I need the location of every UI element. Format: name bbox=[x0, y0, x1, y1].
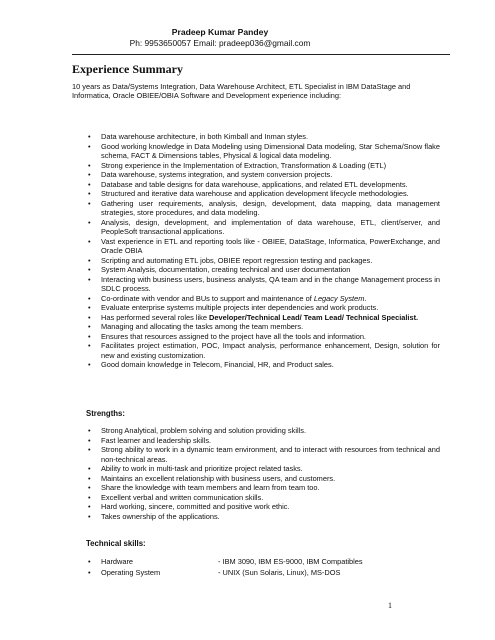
strengths-heading: Strengths: bbox=[86, 409, 125, 418]
bullet-icon: • bbox=[88, 141, 91, 151]
bullet-icon: • bbox=[88, 483, 91, 492]
list-item: • Evaluate enterprise systems multiple projects inter dependencies and work products. bbox=[88, 303, 379, 312]
bullet-icon: • bbox=[88, 179, 91, 189]
experience-summary-title: Experience Summary bbox=[72, 62, 183, 76]
list-item: • Co-ordinate with vendor and BUs to support and maintenance of Legacy System. bbox=[88, 293, 367, 303]
list-item: • Gathering user requirements, analysis, design, development, data mapping, data management strategies, store procedures, and data modeling. bbox=[88, 198, 440, 217]
list-item: • Excellent verbal and written communication skills. bbox=[88, 492, 264, 502]
bullet-icon: • bbox=[88, 170, 91, 179]
skill-value: - UNIX (Sun Solaris, Linux), MS-DOS bbox=[218, 567, 341, 577]
bullet-icon: • bbox=[88, 426, 91, 435]
header-divider bbox=[72, 54, 450, 55]
list-item: • Has performed several roles like Developer/Technical Lead/ Team Lead/ Technical Specialist. bbox=[88, 312, 419, 322]
bullet-icon: • bbox=[88, 557, 91, 566]
list-item: • Ability to work in multi-task and prioritize project related tasks. bbox=[88, 464, 303, 473]
bullet-icon: • bbox=[88, 236, 91, 246]
bullet-icon: • bbox=[88, 217, 91, 227]
bullet-icon: • bbox=[88, 189, 91, 198]
technical-skills-heading: Technical skills: bbox=[86, 539, 146, 548]
skill-label: Operating System bbox=[101, 567, 161, 577]
roles-text: Developer/Technical Lead/ Team Lead/ Technical Specialist. bbox=[209, 312, 419, 322]
technical-skills-table bbox=[86, 557, 446, 578]
contact-line: Ph: 9953650057 Email: pradeep036@gmail.com bbox=[129, 38, 311, 48]
candidate-name: Pradeep Kumar Pandey bbox=[171, 27, 269, 37]
list-item: • Data warehouse architecture, in both Kimball and Inman styles. bbox=[88, 132, 309, 141]
table-row bbox=[86, 568, 446, 579]
list-item: • Managing and allocating the tasks among the team members. bbox=[88, 322, 304, 331]
list-item: • Interacting with business users, business analysts, QA team and in the change Management process in SDLC process. bbox=[88, 274, 440, 293]
bullet-icon: • bbox=[88, 341, 91, 350]
bullet-icon: • bbox=[88, 293, 91, 303]
list-item: • Ensures that resources assigned to the project have all the tools and information. bbox=[88, 331, 366, 341]
list-item: • Strong ability to work in a dynamic team environment, and to interact with resources from technical and non-technical areas. bbox=[88, 445, 440, 464]
list-item: • Analysis, design, development, and implementation of data warehouse, ETL, client/server, and PeopleSoft transactional applications. bbox=[88, 217, 440, 236]
list-item: • Share the knowledge with team members and learn from team too. bbox=[88, 483, 320, 492]
bullet-icon: • bbox=[88, 511, 91, 521]
bullet-icon: • bbox=[88, 322, 91, 331]
bullet-icon: • bbox=[88, 265, 91, 274]
bullet-icon: • bbox=[88, 303, 91, 312]
bullet-icon: • bbox=[88, 445, 91, 454]
bullet-icon: • bbox=[88, 255, 91, 265]
list-item: • Takes ownership of the applications. bbox=[88, 511, 220, 521]
list-item: • Scripting and automating ETL jobs, OBIEE report regression testing and packages. bbox=[88, 255, 373, 265]
bullet-icon: • bbox=[88, 502, 91, 511]
bullet-icon: • bbox=[88, 473, 91, 483]
legacy-system-text: Legacy System bbox=[313, 293, 365, 303]
list-item: • Maintains an excellent relationship with business users, and customers. bbox=[88, 473, 336, 483]
bullet-icon: • bbox=[88, 492, 91, 502]
bullet-icon: • bbox=[88, 274, 91, 284]
list-item: • System Analysis, documentation, creating technical and user documentation bbox=[88, 265, 351, 274]
bullet-icon: • bbox=[88, 435, 91, 445]
bullet-icon: • bbox=[88, 331, 91, 341]
table-row bbox=[86, 557, 446, 568]
page-number: 1 bbox=[388, 601, 392, 610]
list-item: • Fast learner and leadership skills. bbox=[88, 435, 212, 445]
list-item: • Hard working, sincere, committed and positive work ethic. bbox=[88, 502, 290, 511]
experience-list bbox=[86, 132, 440, 370]
bullet-icon: • bbox=[88, 160, 91, 170]
list-item: • Structured and iterative data warehouse and application development lifecycle methodologies. bbox=[88, 189, 409, 198]
list-item: • Strong Analytical, problem solving and solution providing skills. bbox=[88, 426, 306, 435]
list-item: • Facilitates project estimation, POC, Impact analysis, performance enhancement, Design, solution for new and existing customization. bbox=[88, 341, 440, 360]
bullet-icon: • bbox=[88, 198, 91, 208]
list-item: • Vast experience in ETL and reporting tools like - OBIEE, DataStage, Informatica, PowerExchange, and Oracle OBIA bbox=[88, 236, 440, 255]
bullet-icon: • bbox=[88, 312, 91, 322]
bullet-icon: • bbox=[88, 132, 91, 141]
skill-label: Hardware bbox=[101, 557, 134, 566]
bullet-icon: • bbox=[88, 360, 91, 369]
list-item: • Good working knowledge in Data Modeling using Dimensional Data modeling, Star Schema/Snow flake schema, FACT & Dimensions tables, Physical & logical data modeling. bbox=[88, 141, 440, 160]
bullet-icon: • bbox=[88, 567, 91, 577]
resume-header bbox=[0, 27, 440, 49]
list-item: • Strong experience in the Implementation of Extraction, Transformation & Loading (ETL) bbox=[88, 160, 387, 170]
skill-value: - IBM 3090, IBM ES-9000, IBM Compatibles bbox=[218, 557, 363, 566]
strengths-list bbox=[86, 426, 440, 521]
list-item: • Good domain knowledge in Telecom, Financial, HR, and Product sales. bbox=[88, 360, 334, 369]
experience-intro: 10 years as Data/Systems Integration, Data Warehouse Architect, ETL Specialist in IBM DataStage and Informatica, Oracle OBIEE/OBIA Software and Development experience including: bbox=[72, 82, 411, 101]
list-item: • Data warehouse, systems integration, and system conversion projects. bbox=[88, 170, 333, 179]
list-item: • Database and table designs for data warehouse, applications, and related ETL developments. bbox=[88, 179, 408, 189]
bullet-icon: • bbox=[88, 464, 91, 473]
